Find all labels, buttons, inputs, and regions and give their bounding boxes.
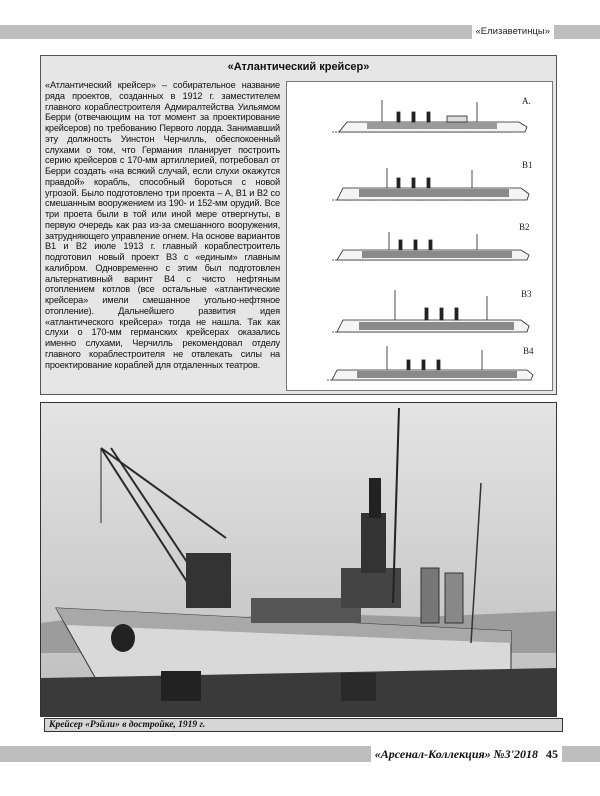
magazine-title: «Арсенал-Коллекция» №3'2018 bbox=[374, 747, 538, 761]
hawse-hole bbox=[111, 624, 135, 652]
cruiser-photo-svg bbox=[41, 403, 557, 717]
profile-label-a: A. bbox=[522, 96, 531, 106]
profile-label-b4: B4 bbox=[523, 346, 534, 356]
profile-label-b3: B3 bbox=[521, 289, 532, 299]
page-number: 45 bbox=[546, 747, 558, 761]
photo-caption: Крейсер «Рэйли» в достройке, 1919 г. bbox=[44, 718, 563, 732]
footer bbox=[371, 746, 562, 762]
ship-profile-b1 bbox=[332, 168, 529, 200]
sidebar-body-text: «Атлантический крейсер» – собирательное название ряда проектов, созданных в 1912 г. заместителем главного кораблестроителя Адмиралтейства Уильямом Берри (отвечающим на тот момент за проектирование крейсеров) по требованию Первого лорда. Занимавший эту должность Уинстон Черчилль, обеспокоенный слухами о том, что Германия планирует построить серию крейсеров с 170-мм артиллерией, потребовал от Берри создать «на всякий случай, если слухи окажутся правдой» корабль, способный бороться с новой угрозой. Было подготовлено три проекта – A, B1 и B2 со смешанным вооружением из 190- и 152-мм орудий. Все три проета были в той или иной мере отвергнуты, в первую очередь как раз из-за смешанного вооружения, затрудняющего управление огнем. На основе вариантов B1 и B2 июле 1913 г. главный кораблестроитель подготовил новый проект B3 с «единым» главным калибром. Одновременно с этим был подготовлен альтернативный варинт B4 с чисто нефтяным отоплением котлов (все остальные «атлантические крейсера» имели смешанное угольно-нефтяное отопление). Дальнейшего развития идея «атлантического крейсера» тогда не нашла. Так как слухи о 170-мм германских крейсерах оказались именно слухами, Черчилль рекомендовал отделу главного кораблестроителя не отвлекать силы на проектирование кораблей для отдаленных театров. bbox=[45, 80, 280, 370]
running-title: «Елизаветинцы» bbox=[472, 25, 554, 39]
sidebar-box bbox=[40, 55, 557, 395]
ship-profile-a bbox=[332, 100, 527, 132]
ship-profile-b2 bbox=[332, 232, 529, 260]
crane-cab bbox=[186, 553, 231, 608]
ship-profiles-drawing bbox=[286, 81, 553, 391]
ship-profiles-svg bbox=[287, 82, 554, 392]
profile-label-b1: B1 bbox=[522, 160, 533, 170]
profile-label-b2: B2 bbox=[519, 222, 530, 232]
sidebar-title: «Атлантический крейсер» bbox=[227, 61, 370, 73]
cruiser-photo bbox=[40, 402, 557, 717]
ship-profile-b3 bbox=[332, 290, 529, 332]
ship-profile-b4 bbox=[327, 346, 533, 380]
